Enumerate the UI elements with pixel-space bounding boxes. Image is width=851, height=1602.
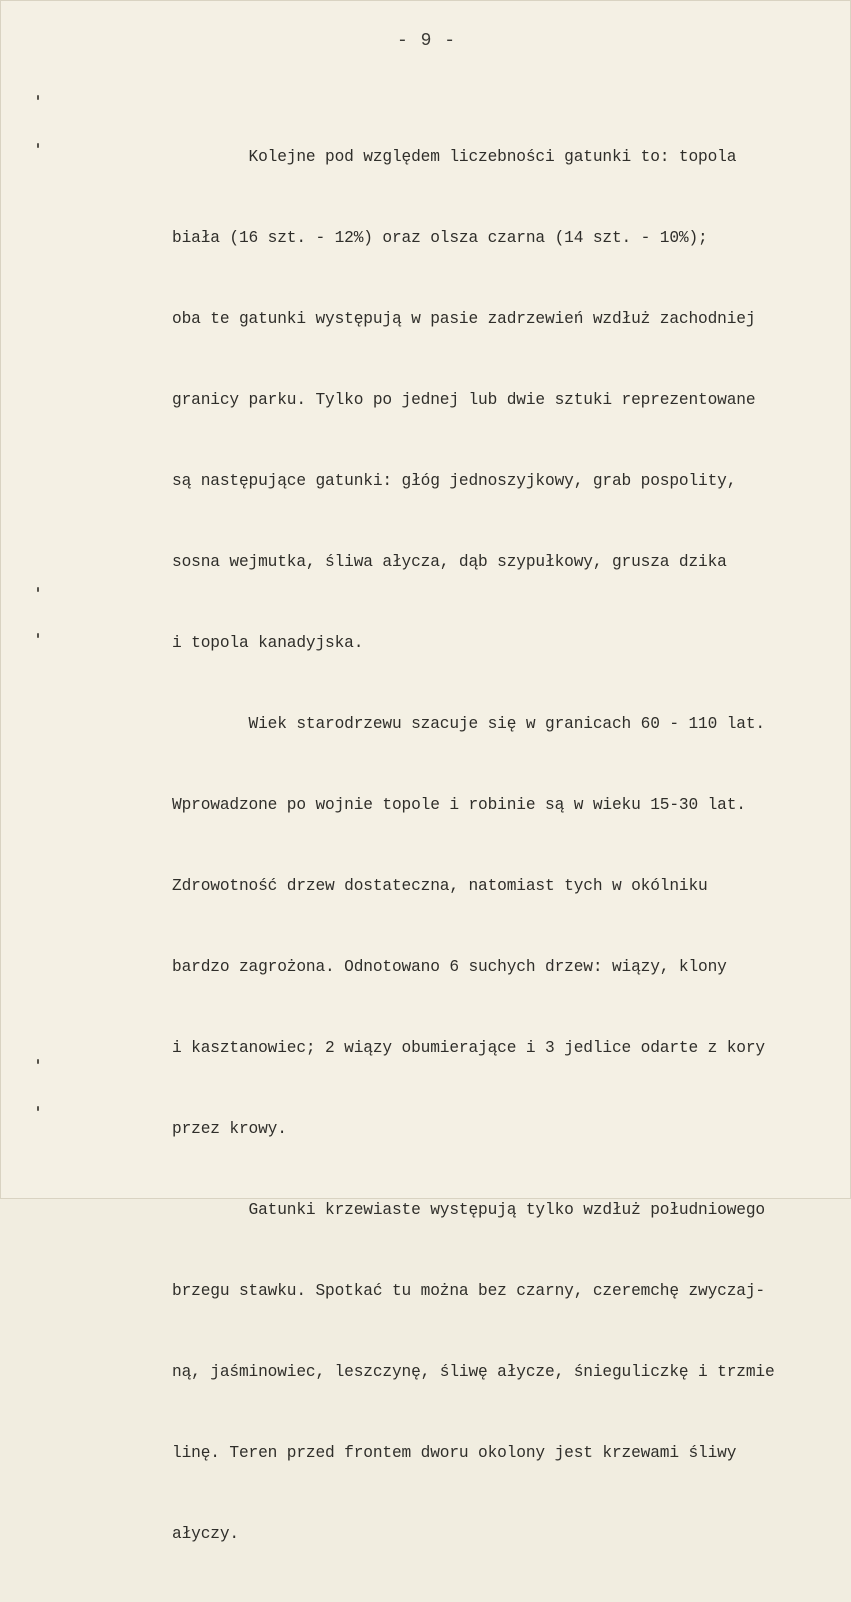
text-line: ałyczy. <box>172 1525 239 1543</box>
text-line: i topola kanadyjska. <box>172 634 364 652</box>
text-line: Wprowadzone po wojnie topole i robinie są w wieku 15-30 lat. <box>172 796 746 814</box>
text-line: granicy parku. Tylko po jednej lub dwie sztuki reprezentowane <box>172 391 756 409</box>
margin-mark <box>37 587 39 592</box>
text-line: brzegu stawku. Spotkać tu można bez czarny, czeremchę zwyczaj- <box>172 1282 765 1300</box>
page-number: - 9 - <box>396 31 456 51</box>
text-line: sosna wejmutka, śliwa ałycza, dąb szypułkowy, grusza dzika <box>172 553 727 571</box>
text-line: Gatunki krzewiaste występują tylko wzdłuż południowego <box>172 1201 765 1219</box>
text-line: Kolejne pod względem liczebności gatunki to: topola <box>172 148 737 166</box>
text-line: Wiek starodrzewu szacuje się w granicach 60 - 110 lat. <box>172 715 765 733</box>
text-line: biała (16 szt. - 12%) oraz olsza czarna (14 szt. - 10%); <box>172 229 708 247</box>
margin-mark <box>37 1059 39 1064</box>
text-line: i kasztanowiec; 2 wiązy obumierające i 3 jedlice odarte z kory <box>172 1039 765 1057</box>
text-line: są następujące gatunki: głóg jednoszyjkowy, grab pospolity, <box>172 472 737 490</box>
text-line: bardzo zagrożona. Odnotowano 6 suchych drzew: wiązy, klony <box>172 958 727 976</box>
text-line: przez krowy. <box>172 1120 287 1138</box>
margin-mark <box>37 143 39 148</box>
body-text <box>172 90 822 1602</box>
margin-mark <box>37 1106 39 1111</box>
margin-mark <box>37 633 39 638</box>
text-line: Zdrowotność drzew dostateczna, natomiast tych w okólniku <box>172 877 708 895</box>
text-line: linę. Teren przed frontem dworu okolony jest krzewami śliwy <box>172 1444 737 1462</box>
text-line: oba te gatunki występują w pasie zadrzewień wzdłuż zachodniej <box>172 310 756 328</box>
margin-mark <box>37 95 39 100</box>
text-line: ną, jaśminowiec, leszczynę, śliwę ałycze, śnieguliczkę i trzmie <box>172 1363 775 1381</box>
